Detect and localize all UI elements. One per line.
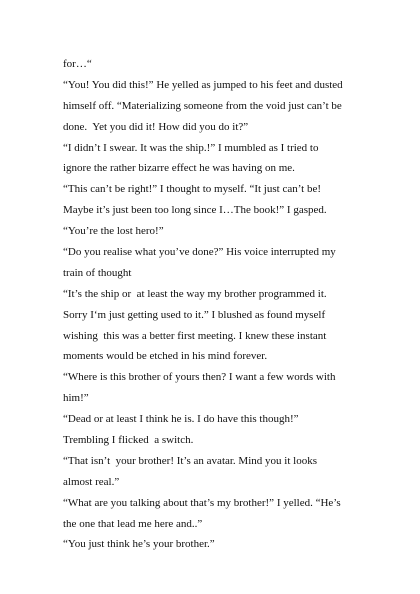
text-line: “I didn’t I swear. It was the ship.!” I mumbled as I tried to: [63, 141, 319, 154]
text-line: train of thought: [63, 266, 132, 279]
text-line: Trembling I flicked a switch.: [63, 434, 194, 447]
text-line: “That isn’t your brother! It’s an avatar. Mind you it looks: [63, 454, 317, 467]
text-line: “What are you talking about that’s my brother!” I yelled. “He’s: [63, 496, 341, 509]
text-line: Maybe it’s just been too long since I…The book!” I gasped.: [63, 204, 327, 217]
text-line: done. Yet you did it! How did you do it?”: [63, 120, 249, 133]
text-line: “Where is this brother of yours then? I want a few words with: [63, 371, 336, 384]
text-line: the one that lead me here and..”: [63, 517, 203, 530]
text-line: himself off. “Materializing someone from the void just can’t be: [63, 99, 342, 112]
text-line: him!”: [63, 392, 89, 405]
text-line: “You just think he’s your brother.”: [63, 538, 215, 551]
text-line: moments would be etched in his mind forever.: [63, 350, 268, 363]
text-line: “This can’t be right!” I thought to myself. “It just can’t be!: [63, 183, 322, 196]
text-line: Sorry I‘m just getting used to it.” I blushed as found myself: [63, 308, 326, 321]
text-line: “It’s the ship or at least the way my brother programmed it.: [63, 287, 327, 300]
text-line: for…“: [63, 58, 92, 70]
text-line: “You’re the lost hero!”: [63, 225, 164, 238]
text-line: ignore the rather bizarre effect he was having on me.: [63, 162, 295, 175]
text-line: “Do you realise what you’ve done?” His voice interrupted my: [63, 246, 336, 259]
text-line: wishing this was a better first meeting. I knew these instant: [63, 329, 327, 342]
text-line: “Dead or at least I think he is. I do have this though!”: [63, 413, 299, 426]
text-line: almost real.”: [63, 475, 120, 488]
body-text: [63, 54, 363, 555]
text-line: “You! You did this!” He yelled as jumped to his feet and dusted: [63, 78, 343, 91]
